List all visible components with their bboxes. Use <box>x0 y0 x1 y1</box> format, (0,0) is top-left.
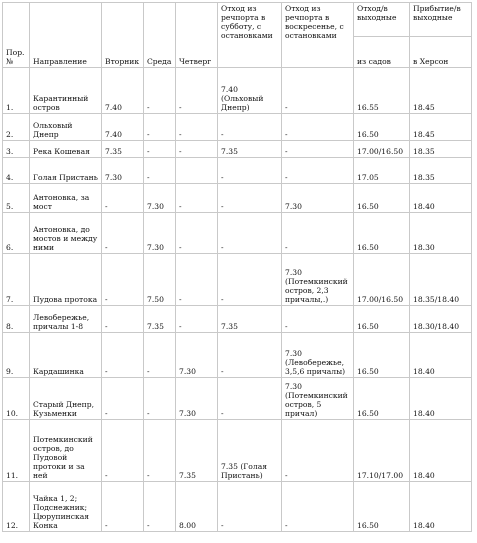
row-sunday: 7.30 (Потемкинский остров, 2,3 причалы,.) <box>282 254 354 306</box>
row-number: 3. <box>3 141 30 158</box>
row-saturday: - <box>218 254 282 306</box>
row-arrival: 18.35 <box>410 158 472 184</box>
table-row <box>3 254 472 306</box>
row-wednesday: 7.35 <box>144 306 176 333</box>
row-departure: 17.05 <box>354 158 410 184</box>
row-saturday: - <box>218 482 282 532</box>
row-thursday: - <box>176 306 218 333</box>
row-thursday: - <box>176 68 218 114</box>
row-arrival: 18.30 <box>410 213 472 254</box>
header-num: Пор. № <box>3 3 30 68</box>
schedule-table <box>2 2 472 532</box>
row-direction: Чайка 1, 2; Подснежник; Цюрупинская Конка <box>30 482 102 532</box>
table-row <box>3 68 472 114</box>
row-saturday: - <box>218 378 282 420</box>
row-number: 2. <box>3 114 30 141</box>
header-sunday: Отход из речпорта в воскресенье, с остановками <box>282 3 354 68</box>
row-direction: Карантинный остров <box>30 68 102 114</box>
row-number: 5. <box>3 184 30 213</box>
table-row <box>3 378 472 420</box>
row-sunday: - <box>282 158 354 184</box>
row-sunday: - <box>282 420 354 482</box>
row-direction: Пудова протока <box>30 254 102 306</box>
row-tuesday: - <box>102 254 144 306</box>
table-row <box>3 158 472 184</box>
row-arrival: 18.30/18.40 <box>410 306 472 333</box>
row-sunday: - <box>282 68 354 114</box>
header-saturday: Отход из речпорта в субботу, с остановками <box>218 3 282 68</box>
row-sunday: 7.30 <box>282 184 354 213</box>
row-wednesday: - <box>144 158 176 184</box>
row-saturday: 7.40 (Ольховый Днепр) <box>218 68 282 114</box>
row-sunday: - <box>282 141 354 158</box>
row-sunday: - <box>282 213 354 254</box>
row-arrival: 18.40 <box>410 333 472 378</box>
table-row <box>3 420 472 482</box>
row-number: 8. <box>3 306 30 333</box>
row-wednesday: - <box>144 378 176 420</box>
row-number: 7. <box>3 254 30 306</box>
row-thursday: - <box>176 254 218 306</box>
row-wednesday: - <box>144 68 176 114</box>
row-direction: Старый Днепр, Кузьменки <box>30 378 102 420</box>
row-tuesday: - <box>102 306 144 333</box>
table-row <box>3 114 472 141</box>
row-thursday: - <box>176 184 218 213</box>
row-number: 9. <box>3 333 30 378</box>
row-tuesday: - <box>102 378 144 420</box>
row-tuesday: - <box>102 420 144 482</box>
row-wednesday: - <box>144 482 176 532</box>
row-tuesday: - <box>102 184 144 213</box>
row-arrival: 18.40 <box>410 420 472 482</box>
table-row <box>3 213 472 254</box>
row-tuesday: 7.40 <box>102 68 144 114</box>
row-departure: 16.50 <box>354 378 410 420</box>
header-thursday: Четверг <box>176 3 218 68</box>
row-arrival: 18.35/18.40 <box>410 254 472 306</box>
row-direction: Антоновка, до мостов и между ними <box>30 213 102 254</box>
row-thursday: 7.30 <box>176 333 218 378</box>
row-thursday <box>176 158 218 184</box>
header-departure-weekend: Отход/в выходные <box>354 3 410 37</box>
row-sunday: - <box>282 482 354 532</box>
row-thursday: 8.00 <box>176 482 218 532</box>
row-wednesday: - <box>144 114 176 141</box>
row-thursday: - <box>176 114 218 141</box>
row-direction: Антоновка, за мост <box>30 184 102 213</box>
row-direction: Кардашинка <box>30 333 102 378</box>
row-arrival: 18.40 <box>410 184 472 213</box>
row-direction: Ольховый Днепр <box>30 114 102 141</box>
row-arrival: 18.45 <box>410 114 472 141</box>
row-tuesday: - <box>102 482 144 532</box>
table-row <box>3 482 472 532</box>
row-wednesday: 7.30 <box>144 184 176 213</box>
row-number: 11. <box>3 420 30 482</box>
row-tuesday: - <box>102 333 144 378</box>
row-number: 12. <box>3 482 30 532</box>
table-header <box>3 3 472 68</box>
row-wednesday: 7.50 <box>144 254 176 306</box>
row-thursday: 7.30 <box>176 378 218 420</box>
row-tuesday: 7.35 <box>102 141 144 158</box>
table-row <box>3 141 472 158</box>
row-departure: 17.00/16.50 <box>354 254 410 306</box>
header-direction: Направление <box>30 3 102 68</box>
row-saturday: - <box>218 213 282 254</box>
row-number: 6. <box>3 213 30 254</box>
row-departure: 16.50 <box>354 333 410 378</box>
table-body <box>3 68 472 532</box>
row-tuesday: 7.40 <box>102 114 144 141</box>
table-row <box>3 184 472 213</box>
header-arrival-sub: в Херсон <box>410 37 472 68</box>
row-saturday: - <box>218 158 282 184</box>
row-direction: Голая Пристань <box>30 158 102 184</box>
row-arrival: 18.40 <box>410 378 472 420</box>
header-departure-sub: из садов <box>354 37 410 68</box>
row-wednesday: - <box>144 420 176 482</box>
row-number: 4. <box>3 158 30 184</box>
row-saturday: - <box>218 333 282 378</box>
row-sunday: - <box>282 114 354 141</box>
row-departure: 17.10/17.00 <box>354 420 410 482</box>
row-departure: 16.50 <box>354 306 410 333</box>
row-direction: Левобережье, причалы 1-8 <box>30 306 102 333</box>
header-wednesday: Среда <box>144 3 176 68</box>
row-direction: Потемкинский остров, до Пудовой протоки и за ней <box>30 420 102 482</box>
row-number: 10. <box>3 378 30 420</box>
row-departure: 17.00/16.50 <box>354 141 410 158</box>
row-departure: 16.50 <box>354 482 410 532</box>
row-saturday: 7.35 <box>218 141 282 158</box>
row-saturday: 7.35 (Голая Пристань) <box>218 420 282 482</box>
row-tuesday: - <box>102 213 144 254</box>
row-arrival: 18.40 <box>410 482 472 532</box>
row-number: 1. <box>3 68 30 114</box>
row-direction: Река Кошевая <box>30 141 102 158</box>
header-tuesday: Вторник <box>102 3 144 68</box>
table-row <box>3 333 472 378</box>
row-sunday: - <box>282 306 354 333</box>
row-sunday: 7.30 (Потемкинский остров, 5 причал) <box>282 378 354 420</box>
row-departure: 16.50 <box>354 213 410 254</box>
row-thursday: - <box>176 213 218 254</box>
row-saturday: - <box>218 114 282 141</box>
row-arrival: 18.45 <box>410 68 472 114</box>
row-wednesday: 7.30 <box>144 213 176 254</box>
row-arrival: 18.35 <box>410 141 472 158</box>
row-departure: 16.50 <box>354 114 410 141</box>
table-row <box>3 306 472 333</box>
row-saturday: - <box>218 184 282 213</box>
header-arrival-weekend: Прибытие/в выходные <box>410 3 472 37</box>
row-wednesday: - <box>144 333 176 378</box>
row-tuesday: 7.30 <box>102 158 144 184</box>
row-saturday: 7.35 <box>218 306 282 333</box>
row-sunday: 7.30 (Левобережье, 3,5,6 причалы) <box>282 333 354 378</box>
row-wednesday: - <box>144 141 176 158</box>
row-thursday: - <box>176 141 218 158</box>
row-thursday: 7.35 <box>176 420 218 482</box>
row-departure: 16.50 <box>354 184 410 213</box>
row-departure: 16.55 <box>354 68 410 114</box>
